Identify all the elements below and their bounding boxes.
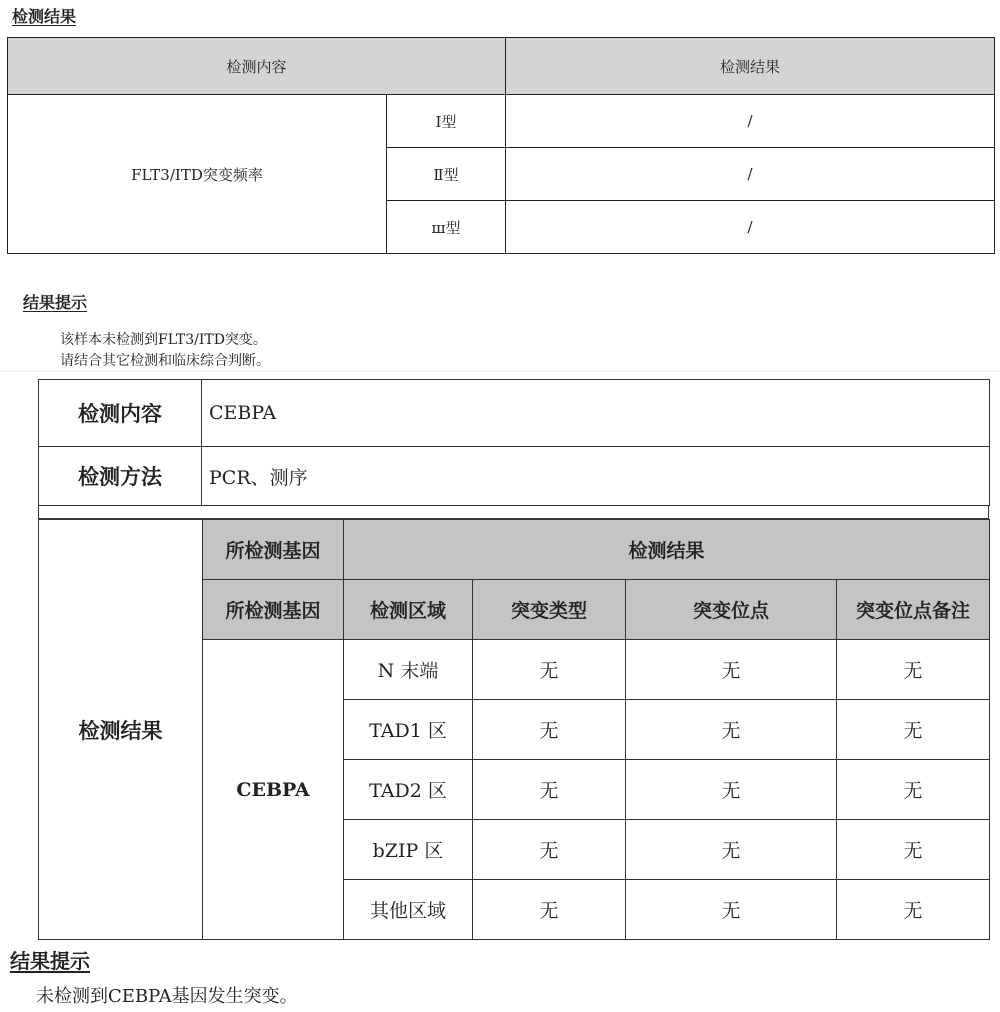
- info-row: [39, 447, 990, 506]
- info-value: PCR、测序: [202, 447, 990, 506]
- result-side-label: 检测结果: [39, 520, 203, 940]
- header-region: 检测区域: [344, 580, 473, 640]
- region-cell: N 末端: [344, 640, 473, 700]
- result-cell: /: [506, 148, 995, 201]
- header-gene: 所检测基因: [203, 580, 344, 640]
- type-cell: 无: [473, 640, 626, 700]
- site-cell: 无: [626, 820, 837, 880]
- info-label: 检测内容: [39, 380, 202, 447]
- header-site-note: 突变位点备注: [837, 580, 990, 640]
- table-spacer: [38, 505, 989, 519]
- site-cell: 无: [626, 880, 837, 940]
- note-cell: 无: [837, 820, 990, 880]
- type-cell: ш型: [387, 201, 506, 254]
- region-cell: TAD2 区: [344, 760, 473, 820]
- section1-title: 检测结果: [12, 7, 77, 26]
- result-cell: /: [506, 201, 995, 254]
- site-cell: 无: [626, 700, 837, 760]
- info-row: [39, 380, 990, 447]
- section1-tip-title: 结果提示: [23, 293, 88, 312]
- table-header-row: [8, 38, 995, 95]
- type-cell: 无: [473, 880, 626, 940]
- note-cell: 无: [837, 760, 990, 820]
- cebpa-result-table: [38, 519, 990, 940]
- flt3-result-table: [7, 37, 995, 254]
- header-mutation-type: 突变类型: [473, 580, 626, 640]
- section1-tip-line: 请结合其它检测和临床综合判断。: [60, 353, 270, 369]
- section1-tip-line: 该样本未检测到FLT3/ITD突变。: [60, 332, 267, 348]
- table-header-row: [39, 520, 990, 580]
- header-detect-content: 检测内容: [8, 38, 506, 95]
- section2-tip-title: 结果提示: [10, 949, 90, 973]
- table-row: [8, 95, 995, 148]
- info-label: 检测方法: [39, 447, 202, 506]
- info-value: CEBPA: [202, 380, 990, 447]
- note-cell: 无: [837, 640, 990, 700]
- header-mutation-site: 突变位点: [626, 580, 837, 640]
- note-cell: 无: [837, 880, 990, 940]
- header-detect-result: 检测结果: [506, 38, 995, 95]
- region-cell: 其他区域: [344, 880, 473, 940]
- header-result: 检测结果: [344, 520, 990, 580]
- header-gene: 所检测基因: [203, 520, 344, 580]
- site-cell: 无: [626, 760, 837, 820]
- type-cell: 无: [473, 820, 626, 880]
- result-cell: /: [506, 95, 995, 148]
- section-divider: [0, 371, 1000, 372]
- note-cell: 无: [837, 700, 990, 760]
- section2-tip-text: 未检测到CEBPA基因发生突变。: [36, 986, 298, 1007]
- cebpa-info-table: [38, 379, 990, 506]
- detect-item: FLT3/ITD突变频率: [8, 95, 387, 254]
- type-cell: 无: [473, 700, 626, 760]
- type-cell: Ⅰ型: [387, 95, 506, 148]
- site-cell: 无: [626, 640, 837, 700]
- region-cell: bZIP 区: [344, 820, 473, 880]
- gene-cell: CEBPA: [203, 640, 344, 940]
- type-cell: Ⅱ型: [387, 148, 506, 201]
- region-cell: TAD1 区: [344, 700, 473, 760]
- type-cell: 无: [473, 760, 626, 820]
